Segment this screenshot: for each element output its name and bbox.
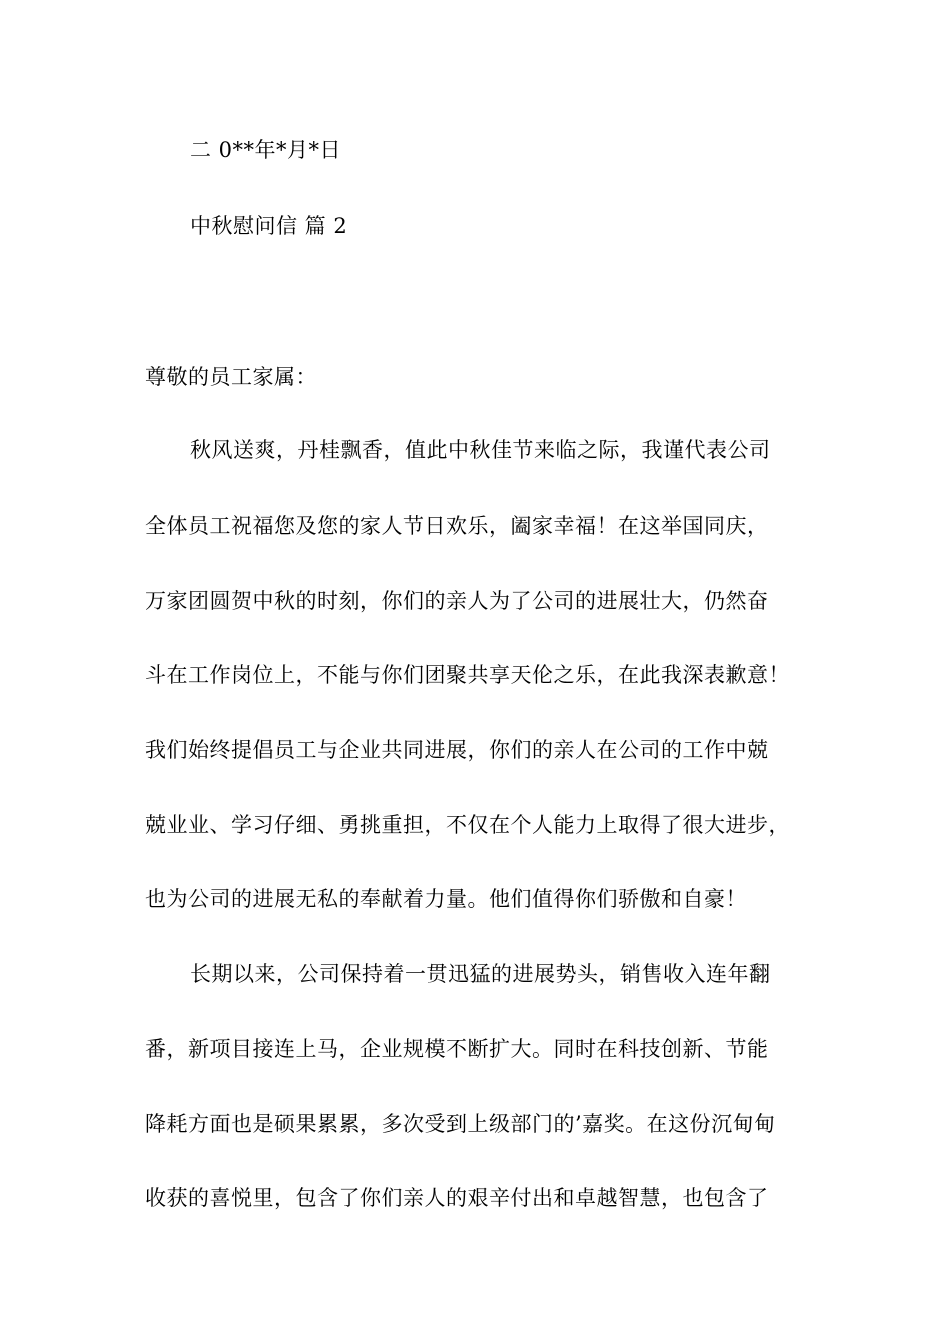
- paragraph-line: 全体员工祝福您及您的家人节日欢乐，阖家幸福！在这举国同庆，: [145, 514, 769, 538]
- section-title: 中秋慰问信 篇 2: [190, 214, 348, 238]
- paragraph-line: 秋风送爽，丹桂飘香，值此中秋佳节来临之际，我谨代表公司: [190, 438, 771, 462]
- paragraph-line: 万家团圆贺中秋的时刻，你们的亲人为了公司的进展壮大，仍然奋: [145, 589, 769, 613]
- date-line: 二 0**年*月*日: [190, 138, 342, 162]
- salutation: 尊敬的员工家属：: [145, 365, 317, 389]
- paragraph-line: 长期以来，公司保持着一贯迅猛的进展势头，销售收入连年翻: [190, 962, 771, 986]
- paragraph-line: 收获的喜悦里，包含了你们亲人的艰辛付出和卓越智慧，也包含了: [145, 1186, 769, 1210]
- paragraph-line: 也为公司的进展无私的奉献着力量。他们值得你们骄傲和自豪！: [145, 887, 747, 911]
- paragraph-line: 兢业业、学习仔细、勇挑重担，不仅在个人能力上取得了很大进步，: [145, 813, 790, 837]
- paragraph-line: 降耗方面也是硕果累累，多次受到上级部门的’嘉奖。在这份沉甸甸: [145, 1112, 776, 1136]
- paragraph-line: 我们始终提倡员工与企业共同进展，你们的亲人在公司的工作中兢: [145, 738, 769, 762]
- paragraph-line: 斗在工作岗位上，不能与你们团聚共享天伦之乐，在此我深表歉意！: [145, 663, 790, 687]
- paragraph-line: 番，新项目接连上马，企业规模不断扩大。同时在科技创新、节能: [145, 1037, 769, 1061]
